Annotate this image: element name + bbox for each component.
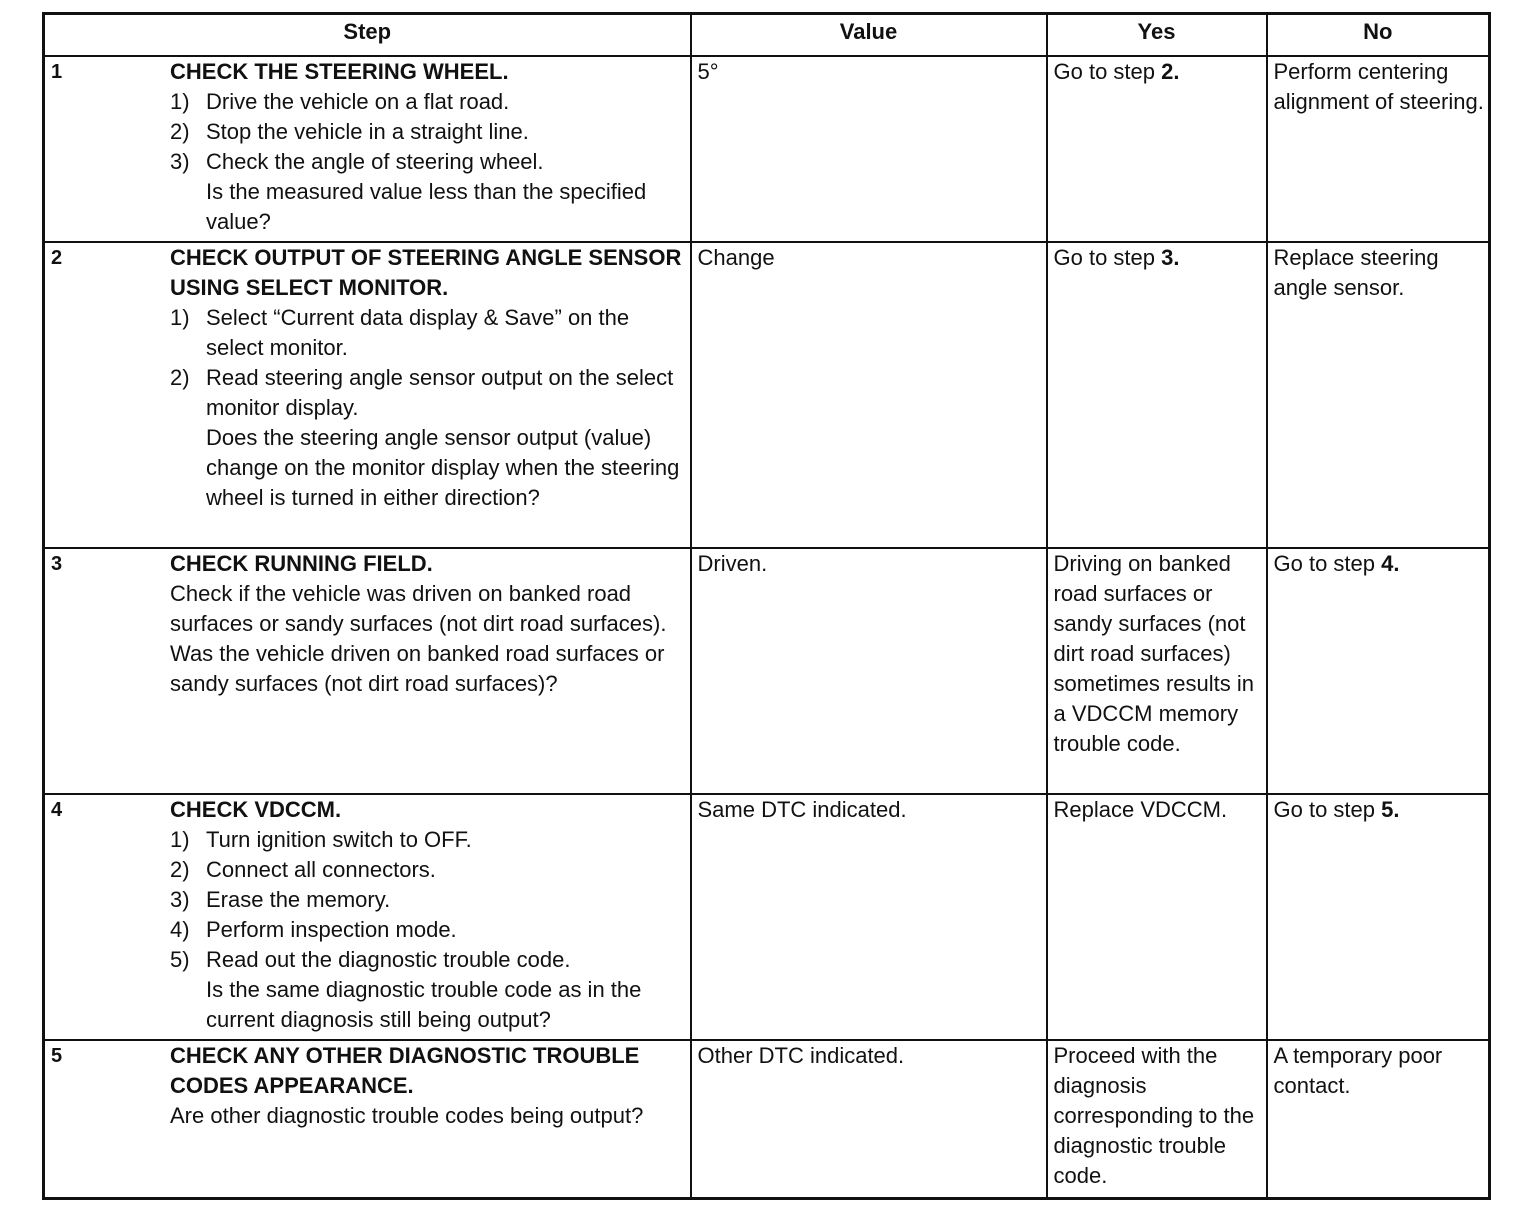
value-cell: Same DTC indicated. bbox=[691, 794, 1047, 1040]
table-row bbox=[44, 548, 1490, 794]
step-text: Are other diagnostic trouble codes being output? bbox=[170, 1103, 644, 1128]
substep-index: 1) bbox=[170, 305, 190, 330]
step-title: CHECK ANY OTHER DIAGNOSTIC TROUBLE CODES APPEARANCE. bbox=[170, 1043, 640, 1098]
header-value: Value bbox=[691, 14, 1047, 57]
step-cell-content bbox=[51, 57, 686, 237]
table-header-row bbox=[44, 14, 1490, 57]
table-row bbox=[44, 56, 1490, 242]
yes-text: Replace VDCCM. bbox=[1053, 797, 1228, 822]
step-title: CHECK VDCCM. bbox=[170, 797, 342, 822]
no-cell bbox=[1267, 794, 1490, 1040]
yes-cell bbox=[1047, 548, 1267, 794]
step-cell-content bbox=[51, 549, 686, 699]
substep-index: 5) bbox=[170, 947, 190, 972]
value-cell: Other DTC indicated. bbox=[691, 1040, 1047, 1198]
step-body bbox=[170, 795, 686, 1035]
value-cell: 5° bbox=[691, 56, 1047, 242]
substep-index: 4) bbox=[170, 917, 190, 942]
no-text: A temporary poor contact. bbox=[1273, 1043, 1443, 1098]
substep-text: Drive the vehicle on a flat road. bbox=[206, 89, 510, 114]
no-text: Perform centering alignment of steering. bbox=[1273, 59, 1484, 114]
yes-cell bbox=[1047, 242, 1267, 548]
substep-list bbox=[170, 825, 682, 975]
table-row bbox=[44, 1040, 1490, 1198]
step-cell-content bbox=[51, 243, 686, 513]
substep-item bbox=[170, 363, 682, 423]
substep-item bbox=[170, 885, 682, 915]
substep-item bbox=[170, 147, 682, 177]
no-step-ref: 5. bbox=[1381, 797, 1400, 822]
step-cell bbox=[44, 548, 691, 794]
substep-item bbox=[170, 87, 682, 117]
no-step-ref: 4. bbox=[1381, 551, 1400, 576]
no-cell bbox=[1267, 1040, 1490, 1198]
step-number: 5 bbox=[51, 1045, 63, 1067]
step-cell-content bbox=[51, 1041, 686, 1131]
substep-item bbox=[170, 855, 682, 885]
substep-item bbox=[170, 945, 682, 975]
value-cell: Driven. bbox=[691, 548, 1047, 794]
yes-text: Driving on banked road surfaces or sandy surfaces (not dirt road surfaces) sometimes results in a VDCCM memory trouble code. bbox=[1053, 551, 1255, 756]
no-text: Go to step bbox=[1273, 797, 1382, 822]
no-cell bbox=[1267, 56, 1490, 242]
step-question: Is the measured value less than the specified value? bbox=[206, 179, 647, 234]
no-cell bbox=[1267, 548, 1490, 794]
step-cell-content bbox=[51, 795, 686, 1035]
substep-index: 3) bbox=[170, 149, 190, 174]
step-question: Is the same diagnostic trouble code as in the current diagnosis still being output? bbox=[206, 977, 642, 1032]
step-question: Does the steering angle sensor output (value) change on the monitor display when the steering wheel is turned in either direction? bbox=[206, 425, 680, 510]
step-body bbox=[170, 549, 686, 699]
step-title: CHECK RUNNING FIELD. bbox=[170, 551, 433, 576]
yes-cell bbox=[1047, 1040, 1267, 1198]
step-title: CHECK THE STEERING WHEEL. bbox=[170, 59, 509, 84]
yes-step-ref: 3. bbox=[1161, 245, 1180, 270]
substep-text: Connect all connectors. bbox=[206, 857, 436, 882]
step-cell bbox=[44, 242, 691, 548]
yes-text: Go to step bbox=[1053, 245, 1162, 270]
step-body bbox=[170, 1041, 686, 1131]
no-cell bbox=[1267, 242, 1490, 548]
no-text: Go to step bbox=[1273, 551, 1382, 576]
value-cell: Change bbox=[691, 242, 1047, 548]
yes-cell bbox=[1047, 56, 1267, 242]
table-body bbox=[44, 56, 1490, 1198]
step-cell bbox=[44, 1040, 691, 1198]
step-cell bbox=[44, 56, 691, 242]
no-text: Replace steering angle sensor. bbox=[1273, 245, 1439, 300]
step-number: 1 bbox=[51, 61, 63, 83]
substep-text: Erase the memory. bbox=[206, 887, 391, 912]
substep-text: Check the angle of steering wheel. bbox=[206, 149, 544, 174]
substep-text: Read out the diagnostic trouble code. bbox=[206, 947, 571, 972]
substep-item bbox=[170, 825, 682, 855]
header-no: No bbox=[1267, 14, 1490, 57]
substep-text: Select “Current data display & Save” on the select monitor. bbox=[206, 305, 630, 360]
header-yes: Yes bbox=[1047, 14, 1267, 57]
step-body bbox=[170, 243, 686, 513]
step-number: 3 bbox=[51, 553, 63, 575]
substep-list bbox=[170, 87, 682, 177]
substep-text: Read steering angle sensor output on the select monitor display. bbox=[206, 365, 674, 420]
substep-index: 2) bbox=[170, 119, 190, 144]
substep-text: Perform inspection mode. bbox=[206, 917, 457, 942]
step-number: 4 bbox=[51, 799, 63, 821]
substep-item bbox=[170, 915, 682, 945]
table-row bbox=[44, 242, 1490, 548]
substep-item bbox=[170, 303, 682, 363]
substep-index: 2) bbox=[170, 857, 190, 882]
step-body bbox=[170, 57, 686, 237]
substep-index: 1) bbox=[170, 89, 190, 114]
table-row bbox=[44, 794, 1490, 1040]
step-text: Was the vehicle driven on banked road surfaces or sandy surfaces (not dirt road surfaces)? bbox=[170, 641, 665, 696]
substep-text: Turn ignition switch to OFF. bbox=[206, 827, 472, 852]
substep-item bbox=[170, 117, 682, 147]
substep-list bbox=[170, 303, 682, 423]
yes-text: Proceed with the diagnosis corresponding to the diagnostic trouble code. bbox=[1053, 1043, 1255, 1188]
substep-index: 1) bbox=[170, 827, 190, 852]
step-number: 2 bbox=[51, 247, 63, 269]
substep-index: 3) bbox=[170, 887, 190, 912]
yes-step-ref: 2. bbox=[1161, 59, 1180, 84]
step-cell bbox=[44, 794, 691, 1040]
step-text: Check if the vehicle was driven on banked road surfaces or sandy surfaces (not dirt road surfaces). bbox=[170, 581, 667, 636]
header-step: Step bbox=[44, 14, 691, 57]
yes-text: Go to step bbox=[1053, 59, 1162, 84]
diagnostic-table bbox=[42, 12, 1491, 1200]
substep-text: Stop the vehicle in a straight line. bbox=[206, 119, 529, 144]
substep-index: 2) bbox=[170, 365, 190, 390]
yes-cell bbox=[1047, 794, 1267, 1040]
step-title: CHECK OUTPUT OF STEERING ANGLE SENSOR USING SELECT MONITOR. bbox=[170, 245, 682, 300]
